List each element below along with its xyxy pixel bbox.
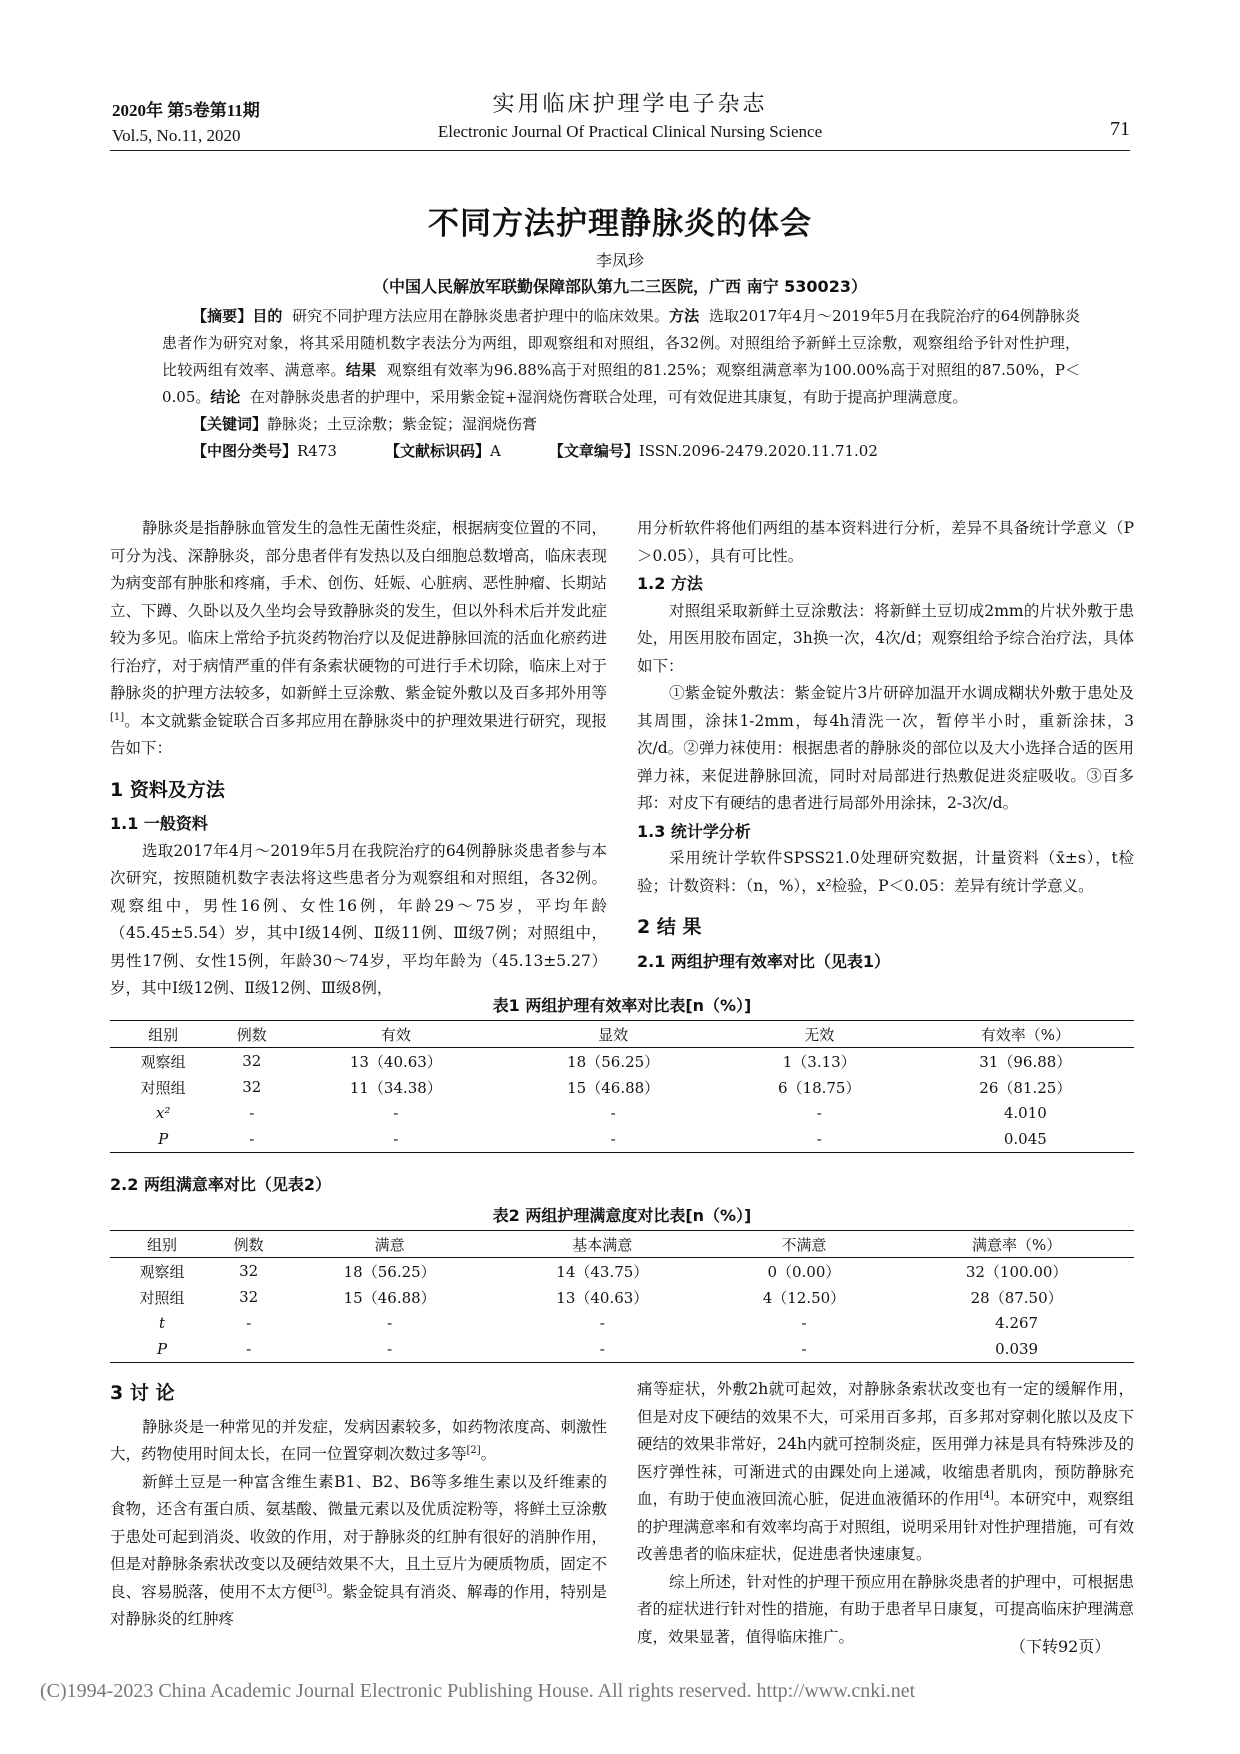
journal-name — [400, 90, 860, 144]
discussion-text: 新鲜土豆是一种富含维生素B1、B2、B6等多维生素以及纤维素的食物，还含有蛋白质、氨基酸、微量元素以及优质淀粉等，将鲜土豆涂敷于患处可起到消炎、收敛的作用，对于静脉炎的红肿有很好的消肿作用，但是对静脉条索状改变以及硬结效果不大，且土豆片为硬质物质，固定不良、容易脱落，使用不太方便 — [110, 1472, 607, 1601]
table-header-cell: 基本满意 — [572, 1235, 633, 1254]
table-cell — [110, 1100, 216, 1126]
table-1 — [110, 993, 1134, 1153]
page-number: 71 — [1110, 118, 1130, 140]
table-cell: 32 — [239, 1288, 259, 1306]
table-row — [110, 1126, 1134, 1153]
table-cell: 0.039 — [995, 1340, 1039, 1358]
table-row — [110, 1284, 1134, 1310]
table-cell: 15（46.88） — [343, 1288, 436, 1307]
section-heading-3: 3 讨 论 — [110, 1382, 175, 1404]
table-cell: 18（56.25） — [567, 1052, 660, 1071]
body-column-left — [110, 515, 607, 1003]
doc-code-value: A — [489, 442, 501, 460]
table-cell: - — [801, 1340, 807, 1358]
conclusion-label: 结论 — [210, 388, 241, 406]
table-cell — [110, 1310, 214, 1336]
journal-name-en: Electronic Journal Of Practical Clinical Nursing Science — [437, 122, 823, 141]
citation-ref: [4] — [979, 1489, 994, 1501]
table-cell: 11（34.38） — [349, 1078, 442, 1097]
stat-symbol: P — [156, 1340, 168, 1358]
citation-ref: [2] — [466, 1444, 481, 1456]
table-header-row — [110, 1231, 1134, 1258]
citation-ref: [1] — [110, 711, 125, 723]
table-cell: 14（43.75） — [556, 1262, 649, 1281]
statistics-paragraph: 采用统计学软件SPSS21.0处理研究数据，计量资料（x̄±s），t检验；计数资料：（n，%），x²检验，P＜0.05：差异有统计学意义。 — [637, 849, 1134, 895]
table-cell: - — [387, 1340, 393, 1358]
table-header-cell: 有效率（%） — [980, 1025, 1070, 1044]
citation-ref: [3] — [312, 1582, 327, 1594]
table-row — [110, 1074, 1134, 1100]
table-cell: - — [246, 1314, 252, 1332]
table-header-cell: 例数 — [233, 1235, 264, 1254]
table-cell: 18（56.25） — [343, 1262, 436, 1281]
table-row — [110, 1048, 1134, 1075]
table-cell: 6（18.75） — [777, 1078, 861, 1097]
table-cell: - — [393, 1104, 399, 1122]
body-column-right — [637, 515, 1134, 975]
table-cell: 15（46.88） — [567, 1078, 660, 1097]
table-cell: - — [249, 1130, 255, 1148]
table-cell: - — [599, 1340, 605, 1358]
method-paragraph-control: 对照组采取新鲜土豆涂敷法：将新鲜土豆切成2mm的片状外敷于患处，用医用胶布固定，3h换一次，4次/d；观察组给予综合治疗法，具体如下： — [637, 601, 1134, 675]
table-header-cell: 组别 — [148, 1025, 179, 1044]
table-2-grid — [110, 1230, 1134, 1363]
keywords-text: 静脉炎；土豆涂敷；紫金锭；湿润烧伤膏 — [267, 415, 538, 433]
abstract-label: 【摘要】 — [192, 307, 253, 325]
table-header-cell: 有效 — [380, 1025, 411, 1044]
subsection-heading-1-1: 1.1 一般资料 — [110, 814, 208, 833]
classification-line — [162, 438, 1080, 465]
table-header-cell: 不满意 — [781, 1235, 827, 1254]
discussion-paragraph-2-continued — [637, 1376, 1134, 1569]
table-row — [110, 1336, 1134, 1363]
method-text: 选取2017年4月～2019年5月在我院治疗的64例静脉炎患者作为研究对象，将其采用随机数字表法分为两组，即观察组和对照组，各32例。对照组给予新鲜土豆涂敷，观察组给予针对性护理，比较两组有效率、满意率。 — [162, 307, 1080, 379]
article-no-label: 【文章编号】 — [548, 442, 639, 460]
result-text: 观察组有效率为96.88%高于对照组的81.25%；观察组满意率为100.00%高于对照组的87.50%，P＜0.05。 — [162, 361, 1080, 406]
table-cell: 观察组 — [140, 1052, 186, 1071]
keywords-line — [162, 411, 1080, 438]
table-cell: 28（87.50） — [970, 1288, 1063, 1307]
abstract — [162, 303, 1080, 465]
table-row — [110, 1258, 1134, 1285]
table-cell: - — [599, 1314, 605, 1332]
table-cell: 对照组 — [139, 1288, 185, 1307]
discussion-text: 痛等症状，外敷2h就可起效，对静脉条索状改变也有一定的缓解作用，但是对皮下硬结的效果不大，可采用百多邦，百多邦对穿刺化脓以及皮下硬结的效果非常好，24h内就可控制炎症，医用弹力袜是具有特殊涉及的医疗弹性袜，可渐进式的由踝处向上递减，收缩患者肌肉，预防静脉充血，有助于使血液回流心脏，促进血液循环的作用 — [637, 1380, 1134, 1508]
table-cell: 对照组 — [140, 1078, 186, 1097]
conclusion-paragraph: 综上所述，针对性的护理干预应用在静脉炎患者的护理中，可根据患者的症状进行针对性的措施，有助于患者早日康复，可提高临床护理满意度，效果显著，值得临床推广。 — [637, 1572, 1135, 1646]
table-cell: 13（40.63） — [556, 1288, 649, 1307]
doc-code-label: 【文献标识码】 — [384, 442, 490, 460]
subsection-heading-2-2: 2.2 两组满意率对比（见表2） — [110, 1175, 332, 1194]
issue-cn: 2020年 第5卷第11期 — [112, 101, 260, 120]
discussion-text-end: 。紫金锭具有消炎、解毒的作用，特别是对静脉炎的红肿疼 — [110, 1582, 607, 1628]
journal-name-cn: 实用临床护理学电子杂志 — [492, 92, 768, 117]
clc-label: 【中图分类号】 — [192, 442, 298, 460]
table-cell: 观察组 — [139, 1262, 185, 1281]
table-cell: - — [816, 1104, 822, 1122]
subsection-heading-1-3: 1.3 统计学分析 — [637, 821, 751, 841]
discussion-column-right — [637, 1376, 1134, 1651]
issue-info — [112, 98, 260, 148]
table-header-cell: 无效 — [804, 1025, 835, 1044]
stat-symbol: P — [158, 1130, 169, 1148]
table-header-cell: 显效 — [598, 1025, 629, 1044]
table-1-grid — [110, 1020, 1134, 1153]
table-cell: 1（3.13） — [782, 1052, 856, 1071]
stat-symbol: t — [158, 1314, 166, 1332]
copyright-notice: (C)1994-2023 China Academic Journal Electronic Publishing House. All rights reserved. http://www.cnki.net — [40, 1680, 916, 1702]
method-label: 方法 — [669, 307, 700, 325]
table-cell: 26（81.25） — [979, 1078, 1072, 1097]
intro-paragraph — [110, 515, 607, 763]
table-cell: 32 — [242, 1078, 262, 1096]
article-affiliation: （中国人民解放军联勤保障部队第九二三医院，广西 南宁 530023） — [373, 277, 867, 296]
general-data-paragraph: 选取2017年4月～2019年5月在我院治疗的64例静脉炎患者参与本次研究，按照随机数字表法将这些患者分为观察组和对照组，各32例。观察组中，男性16例、女性16例，年龄29～75岁，平均年龄（45.45±5.54）岁，其中Ⅰ级14例、Ⅱ级11例、Ⅲ级7例；对照组中，男性17例、女性15例，年龄30～74岁，平均年龄为（45.13±5.27）岁，其中Ⅰ级12例、Ⅱ级12例、Ⅲ级8例， — [110, 841, 607, 997]
table-cell: 0（0.00） — [767, 1262, 841, 1281]
subsection-heading-2-1: 2.1 两组护理有效率对比（见表1） — [637, 951, 891, 971]
table-cell: 32 — [242, 1052, 262, 1070]
general-data-continuation: 用分析软件将他们两组的基本资料进行分析，差异不具备统计学意义（P＞0.05），具有可比性。 — [637, 519, 1134, 565]
discussion-text-end: 。 — [480, 1445, 497, 1463]
table-2 — [110, 1203, 1134, 1363]
table-row — [110, 1310, 1134, 1336]
intro-text-end: 。本文就紫金锭联合百多邦应用在静脉炎中的护理效果进行研究，现报告如下： — [110, 711, 607, 757]
table-cell: 13（40.63） — [349, 1052, 442, 1071]
table-cell: - — [393, 1130, 399, 1148]
stat-symbol: x² — [155, 1104, 171, 1122]
article-no-value: ISSN.2096-2479.2020.11.71.02 — [638, 442, 878, 460]
article-author: 李凤珍 — [595, 251, 644, 270]
table-cell: 4（12.50） — [762, 1288, 846, 1307]
discussion-paragraph-2 — [110, 1469, 607, 1634]
keywords-label: 【关键词】 — [192, 415, 268, 433]
table-cell: 4.267 — [995, 1314, 1039, 1332]
table-cell: - — [249, 1104, 255, 1122]
purpose-text: 研究不同护理方法应用在静脉炎患者护理中的临床效果。 — [292, 307, 670, 325]
discussion-paragraph-1 — [110, 1414, 607, 1469]
discussion-column-left — [110, 1380, 607, 1634]
table-cell: 32 — [239, 1262, 259, 1280]
continued-on-page: （下转92页） — [1010, 1637, 1111, 1656]
discussion-text: 静脉炎是一种常见的并发症，发病因素较多，如药物浓度高、刺激性大，药物使用时间太长，在同一位置穿刺次数过多等 — [110, 1417, 608, 1463]
result-label: 结果 — [345, 361, 377, 379]
table-cell: - — [610, 1130, 616, 1148]
table-1-caption: 表1 两组护理有效率对比表[n（%）] — [492, 996, 752, 1015]
table-cell: - — [246, 1340, 252, 1358]
table-2-caption: 表2 两组护理满意度对比表[n（%）] — [492, 1206, 752, 1225]
table-cell: 0.045 — [1003, 1130, 1047, 1148]
abstract-text — [162, 303, 1080, 411]
table-header-cell: 满意率（%） — [971, 1235, 1062, 1254]
table-row — [110, 1100, 1134, 1126]
table-header-row — [110, 1021, 1134, 1048]
table-header-cell: 例数 — [236, 1025, 267, 1044]
table-header-cell: 组别 — [146, 1235, 177, 1254]
conclusion-text: 在对静脉炎患者的护理中，采用紫金锭+湿润烧伤膏联合处理，可有效促进其康复，有助于提高护理满意度。 — [249, 388, 968, 406]
table-cell: - — [610, 1104, 616, 1122]
issue-en: Vol.5, No.11, 2020 — [112, 126, 241, 145]
purpose-label: 目的 — [252, 307, 283, 325]
table-cell — [110, 1336, 214, 1363]
clc-value: R473 — [297, 442, 337, 460]
header-rule — [110, 150, 1130, 151]
method-paragraph-observation: ①紫金锭外敷法：紫金锭片3片研碎加温开水调成糊状外敷于患处及其周围，涂抹1-2mm，每4h清洗一次，暂停半小时，重新涂抹，3次/d。②弹力袜使用：根据患者的静脉炎的部位以及大小选择合适的医用弹力袜，来促进静脉回流，同时对局部进行热敷促进炎症吸收。③百多邦：对皮下有硬结的患者进行局部外用涂抹，2-3次/d。 — [637, 684, 1134, 812]
table-cell: - — [816, 1130, 822, 1148]
article-title: 不同方法护理静脉炎的体会 — [428, 206, 812, 242]
table-cell: 32（100.00） — [965, 1262, 1068, 1281]
section-heading-2: 2 结 果 — [637, 916, 702, 938]
table-cell: - — [801, 1314, 807, 1332]
intro-text: 静脉炎是指静脉血管发生的急性无菌性炎症，根据病变位置的不同，可分为浅、深静脉炎，部分患者伴有发热以及白细胞总数增高，临床表现为病变部有肿胀和疼痛，手术、创伤、妊娠、心脏病、恶性肿瘤、长期站立、下蹲、久卧以及久坐均会导致静脉炎的发生，但以外科术后并发此症较为多见。临床上常给予抗炎药物治疗以及促进静脉回流的活血化瘀药进行治疗，对于病情严重的伴有条索状硬物的可进行手术切除，临床上对于静脉炎的护理方法较多，如新鲜土豆涂敷、紫金锭外敷以及百多邦外用等 — [110, 519, 608, 702]
table-header-cell: 满意 — [374, 1235, 405, 1254]
table-cell: 4.010 — [1003, 1104, 1047, 1122]
table-cell: - — [387, 1314, 393, 1332]
discussion-text-end: 。本研究中，观察组的护理满意率和有效率均高于对照组，说明采用针对性护理措施，可有效改善患者的临床症状，促进患者快速康复。 — [637, 1490, 1134, 1563]
section-heading-1: 1 资料及方法 — [110, 778, 225, 801]
table-cell: 31（96.88） — [979, 1052, 1072, 1071]
table-cell — [110, 1126, 216, 1153]
subsection-heading-1-2: 1.2 方法 — [637, 574, 703, 593]
